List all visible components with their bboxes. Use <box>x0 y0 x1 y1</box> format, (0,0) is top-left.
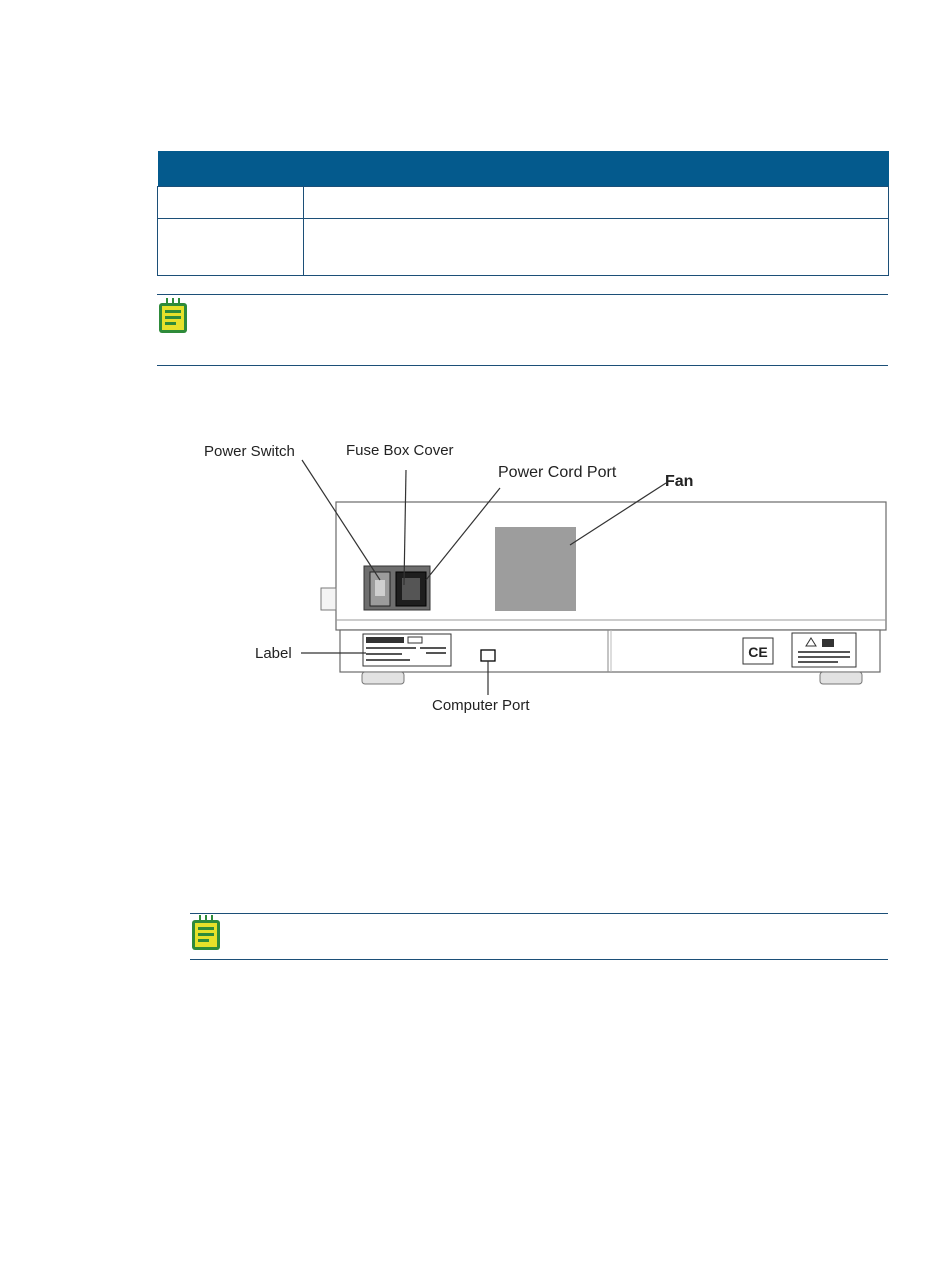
label-plate-line <box>366 647 416 649</box>
note-box <box>157 294 888 366</box>
warning-label-line <box>798 656 850 658</box>
callout-label: Label <box>255 645 292 662</box>
instrument-rear-panel-figure <box>180 420 900 730</box>
side-knob <box>321 588 336 610</box>
callout-power-switch: Power Switch <box>204 443 295 460</box>
callout-power-cord-port: Power Cord Port <box>498 464 617 481</box>
label-plate-bar <box>366 637 404 643</box>
warning-hand-icon <box>822 639 834 647</box>
foot-right <box>820 672 862 684</box>
fan-area <box>495 527 576 611</box>
table-cell-value <box>304 187 889 219</box>
warning-label-line <box>798 651 850 653</box>
computer-port <box>481 650 495 661</box>
label-plate-line <box>366 653 402 655</box>
label-plate-line <box>426 652 446 654</box>
label-plate-line <box>420 647 446 649</box>
power-switch-rocker <box>375 580 385 596</box>
callout-fuse-box-cover: Fuse Box Cover <box>346 442 454 459</box>
ce-mark: CE <box>748 644 768 660</box>
note-icon <box>157 297 191 335</box>
warning-label-line <box>798 661 838 663</box>
power-cord-socket <box>402 578 420 600</box>
table-header <box>158 151 889 187</box>
table-cell-label <box>158 219 304 276</box>
table-row <box>158 187 889 219</box>
callout-computer-port: Computer Port <box>432 697 530 714</box>
table-cell-label <box>158 187 304 219</box>
note-box <box>190 913 888 960</box>
note-icon <box>190 914 224 952</box>
callout-fan: Fan <box>665 473 694 490</box>
table-row <box>158 219 889 276</box>
spec-table <box>157 151 889 276</box>
table-cell-value <box>304 219 889 276</box>
foot-left <box>362 672 404 684</box>
label-plate-line <box>366 659 410 661</box>
